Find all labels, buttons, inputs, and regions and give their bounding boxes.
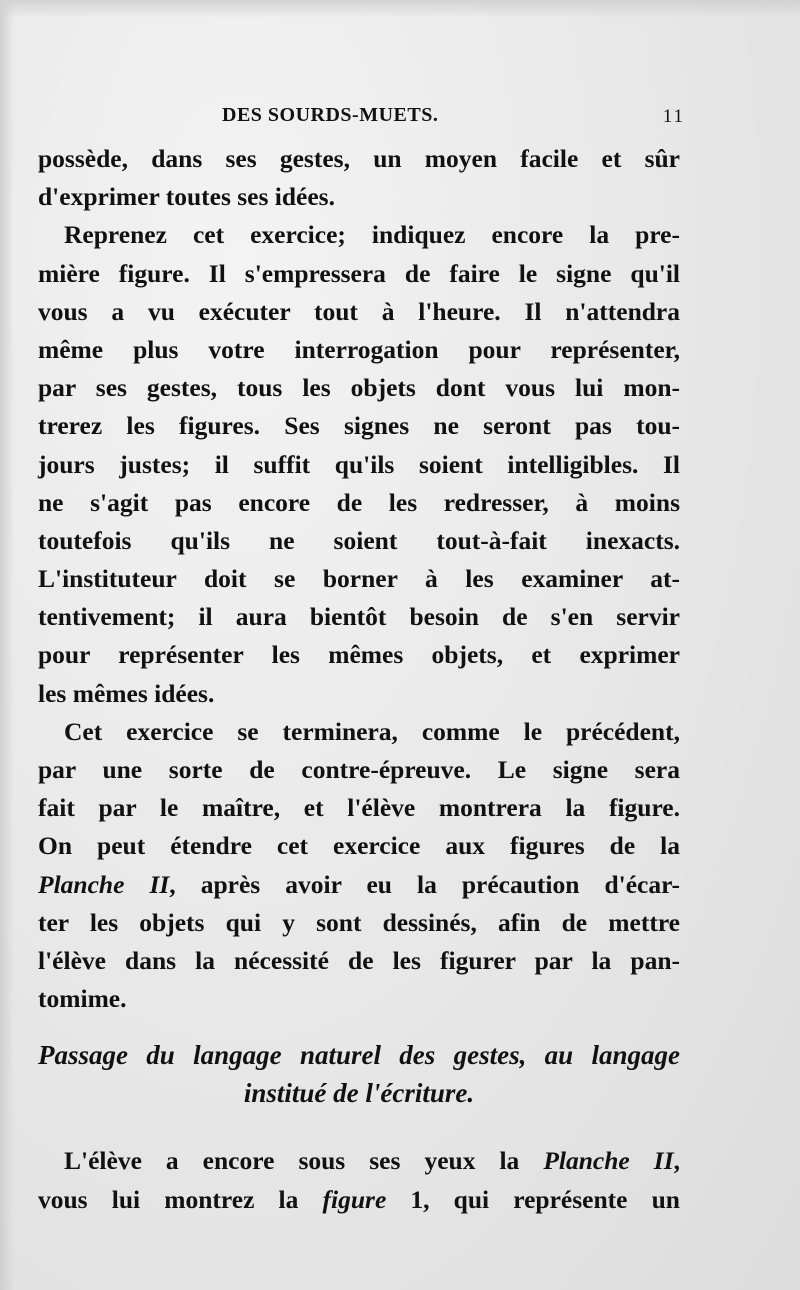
paragraph-3 — [38, 713, 680, 1019]
italic-reference: figure — [322, 1184, 387, 1214]
text-line: toutefois qu'ils ne soient tout-à-fait inexacts. — [38, 525, 680, 555]
text-line: tentivement; il aura bientôt besoin de s'en servir — [38, 602, 680, 632]
text-fragment: L'élève a encore sous ses yeux la — [64, 1146, 544, 1176]
page-edge-shadow-top — [0, 0, 800, 18]
text-line — [38, 866, 680, 904]
section-heading-line: Passage du langage naturel des gestes, au langage — [38, 1040, 680, 1071]
text-fragment: vous lui montrez la — [38, 1184, 323, 1214]
text-line — [38, 1142, 680, 1180]
text-line: par ses gestes, tous les objets dont vous lui mon- — [38, 373, 680, 403]
text-fragment: , après avoir eu la précaution d'écar- — [169, 869, 680, 899]
text-line: jours justes; il suffit qu'ils soient intelligibles. Il — [38, 449, 680, 479]
page-header — [40, 104, 685, 134]
section-heading-line: institué de l'écriture. — [243, 1078, 475, 1109]
text-line: ne s'agit pas encore de les redresser, à moins — [38, 487, 680, 517]
text-line: ter les objets qui y sont dessinés, afin de mettre — [38, 907, 680, 937]
text-line: d'exprimer toutes ses idées. — [38, 182, 335, 212]
text-line: même plus votre interrogation pour représenter, — [38, 334, 680, 364]
text-fragment: , — [673, 1146, 681, 1176]
text-line: Reprenez cet exercice; indiquez encore la pre- — [64, 220, 680, 250]
spacer — [38, 1112, 680, 1142]
body-text — [38, 140, 680, 1219]
text-line: possède, dans ses gestes, un moyen facile et sûr — [38, 144, 680, 173]
text-line: tomime. — [38, 984, 127, 1014]
paragraph-2 — [38, 216, 680, 712]
italic-reference: Planche II — [38, 869, 170, 899]
page-number: 11 — [662, 106, 685, 127]
paragraph-1 — [38, 140, 680, 216]
italic-reference: Planche II — [543, 1146, 674, 1176]
text-line: trerez les figures. Ses signes ne seront pas tou- — [38, 411, 680, 441]
text-line: vous a vu exécuter tout à l'heure. Il n'attendra — [38, 296, 680, 326]
running-head: DES SOURDS-MUETS. — [222, 104, 439, 126]
section-heading — [38, 1036, 680, 1112]
text-fragment: 1, qui représente un — [386, 1184, 680, 1214]
text-line: Cet exercice se terminera, comme le précédent, — [64, 716, 680, 746]
text-line: fait par le maître, et l'élève montrera la figure. — [38, 793, 680, 823]
text-line: mière figure. Il s'empressera de faire le signe qu'il — [38, 258, 680, 288]
page-edge-shadow-left — [0, 0, 14, 1290]
text-line — [38, 1181, 680, 1219]
text-line: pour représenter les mêmes objets, et exprimer — [38, 640, 680, 670]
text-line: L'instituteur doit se borner à les examiner at- — [38, 564, 680, 594]
text-line: par une sorte de contre-épreuve. Le signe sera — [38, 755, 680, 784]
text-line: l'élève dans la nécessité de les figurer par la pan- — [38, 945, 680, 975]
text-line: On peut étendre cet exercice aux figures de la — [38, 831, 680, 861]
text-line: les mêmes idées. — [38, 678, 215, 708]
paragraph-4 — [38, 1142, 680, 1218]
